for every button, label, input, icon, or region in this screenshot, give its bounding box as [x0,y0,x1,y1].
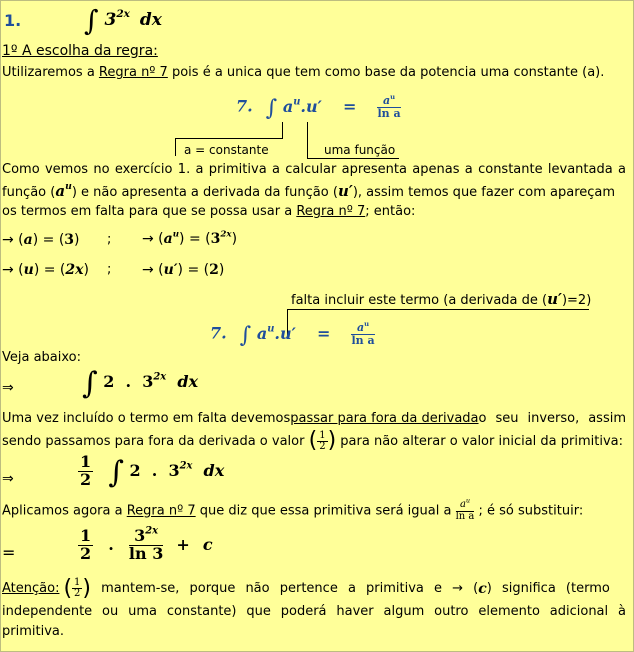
step-a-arrow: ⇒ [2,380,14,396]
mapping-sep: ; [107,232,112,247]
paragraph-1-line2: função $(a^u)$ e não apresenta a derivada da função (u′), assim temos que fazer com apareçam [2,181,616,200]
note-line [287,309,589,310]
paragraph-1-line1: Como vemos no exercício 1. a primitiva a calcular apresenta apenas a constante levantada a [2,162,626,177]
annotation-line [282,122,283,139]
paragraph-1-line3: os termos em falta para que se possa usar a Regra nº 7; então: [2,204,416,219]
annotation-line [307,122,308,158]
step1-line: Utilizaremos a Regra nº 7 pois é a unica que tem como base da potencia uma constante (a). [2,65,605,80]
attention-line1: Atenção: ( $\frac{1}{2}$ ) mantem-se, porque não pertence a primitiva e → ( c ) significa (termo [2,576,610,601]
rule7-link[interactable]: Regra nº 7 [98,65,168,80]
mapping-uprime: → (u′) = (2) [142,262,225,278]
mapping-sep: ; [107,262,112,277]
attention-label: Atenção: [2,581,60,596]
result-expression: $\frac{1}{2}$ . $\frac{3^{2x}}{\ln 3}$ + c [80,525,213,563]
paragraph-3: Aplicamos agora a Regra nº 7 que diz que essa primitiva será igual a $\frac{a^u}{\text{ln a}}$ ; é só substituir: [2,497,584,522]
mapping-au: → $(a^u) = (3^{2x})$ [142,229,238,247]
step-b-arrow: ⇒ [2,471,14,487]
missing-term-note: falta incluir este termo (a derivada de (u′)=2) [291,290,592,308]
rule7-link[interactable]: Regra nº 7 [296,204,366,219]
mapping-a: → (a) = (3) [2,232,80,248]
mapping-u: → (u) = (2x) [2,262,89,278]
attention-line3: primitiva. [2,624,64,639]
rule7-link[interactable]: Regra nº 7 [126,503,196,519]
exercise-integral: ∫ $3^{2x}$ dx [84,4,162,37]
label-a-constant: a = constante [184,143,269,157]
label-u-function: uma função [324,143,396,157]
result-eq: = [2,543,16,562]
annotation-line [175,138,176,156]
veja-abaixo: Veja abaixo: [2,350,82,365]
step-a-integral: ∫ 2 . $3^{2x}$ dx [82,366,199,401]
step-b-expression: $\frac{1}{2}$ ∫ 2 . $3^{2x}$ dx [80,452,225,490]
paragraph-2-line1: Uma vez incluído o termo em falta devemos passar para fora da derivada o seu inverso, assim [2,411,626,426]
exercise-number: 1. [4,11,22,30]
paragraph-2-line2: sendo passamos para fora da derivada o valor ( $\frac{1}{2}$ ) para não alterar o valor inicial da primitiva: [2,428,624,453]
step1-heading: 1º A escolha da regra: [2,43,158,59]
annotation-line [307,158,399,159]
annotation-line [175,138,282,139]
rule7-formula: 7. ∫ $a^u.u'$ = $\frac{a^u}{\text{ln a}}$ [236,92,401,121]
attention-line2: independente ou uma constante) que poderá haver algum outro elemento adicional à [2,604,626,619]
rule7-formula-2: 7. ∫ $a^u.u'$ = $\frac{a^u}{\text{ln a}}$ [210,319,375,348]
